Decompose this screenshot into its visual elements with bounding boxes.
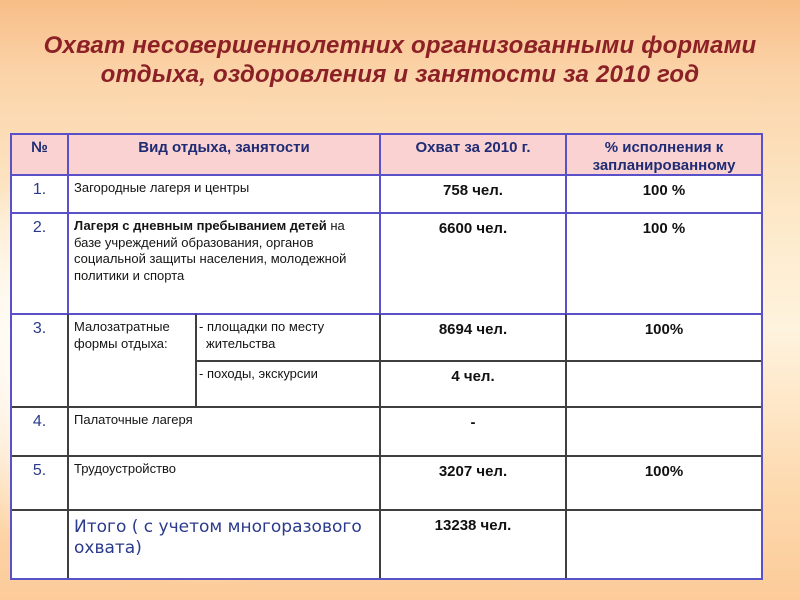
row5-label: Трудоустройство — [67, 455, 379, 509]
row1-coverage: 758 чел. — [379, 174, 565, 212]
row3-sub2-label: - походы, экскурсии — [195, 360, 379, 406]
row4-num: 4. — [12, 406, 67, 455]
total-coverage: 13238 чел. — [379, 509, 565, 578]
row2-coverage: 6600 чел. — [379, 212, 565, 313]
total-label: Итого ( с учетом многоразового охвата) — [67, 509, 379, 578]
total-num-empty — [12, 509, 67, 578]
row4-label: Палаточные лагеря — [67, 406, 379, 455]
total-percent — [565, 509, 761, 578]
row5-coverage: 3207 чел. — [379, 455, 565, 509]
row1-label: Загородные лагеря и центры — [67, 174, 379, 212]
row4-percent — [565, 406, 761, 455]
row4-coverage: - — [379, 406, 565, 455]
row1-num: 1. — [12, 174, 67, 212]
row3-label: Малозатратные формы отдыха: — [67, 313, 195, 406]
row1-percent: 100 % — [565, 174, 761, 212]
row2-label-rest: на базе учреждений образования, органов социальной защиты населения, молодежной политики и спорта — [74, 218, 347, 283]
coverage-table-grid — [12, 135, 761, 578]
row3-num: 3. — [12, 313, 67, 406]
row5-percent: 100% — [565, 455, 761, 509]
row2-percent: 100 % — [565, 212, 761, 313]
row2-num: 2. — [12, 212, 67, 313]
slide-title-line2: отдыха, оздоровления и занятости за 2010 год — [100, 60, 700, 88]
header-percent: % исполнения к запланированному — [565, 135, 761, 174]
row3-sub1-label: - площадки по месту жительства — [195, 313, 379, 360]
row5-num: 5. — [12, 455, 67, 509]
row3-sub1-percent: 100% — [565, 313, 761, 360]
row2-label-bold: Лагеря с дневным пребыванием детей — [74, 218, 327, 233]
header-coverage: Охват за 2010 г. — [379, 135, 565, 174]
header-type: Вид отдыха, занятости — [67, 135, 379, 174]
row3-sub1-coverage: 8694 чел. — [379, 313, 565, 360]
header-num: № — [12, 135, 67, 174]
slide-title — [0, 32, 800, 90]
row3-sub2-coverage: 4 чел. — [379, 360, 565, 406]
slide-title-line1: Охват несовершеннолетних организованными формами — [43, 32, 757, 59]
row2-label — [67, 212, 379, 313]
coverage-table — [10, 133, 763, 580]
row3-sub2-percent — [565, 360, 761, 406]
